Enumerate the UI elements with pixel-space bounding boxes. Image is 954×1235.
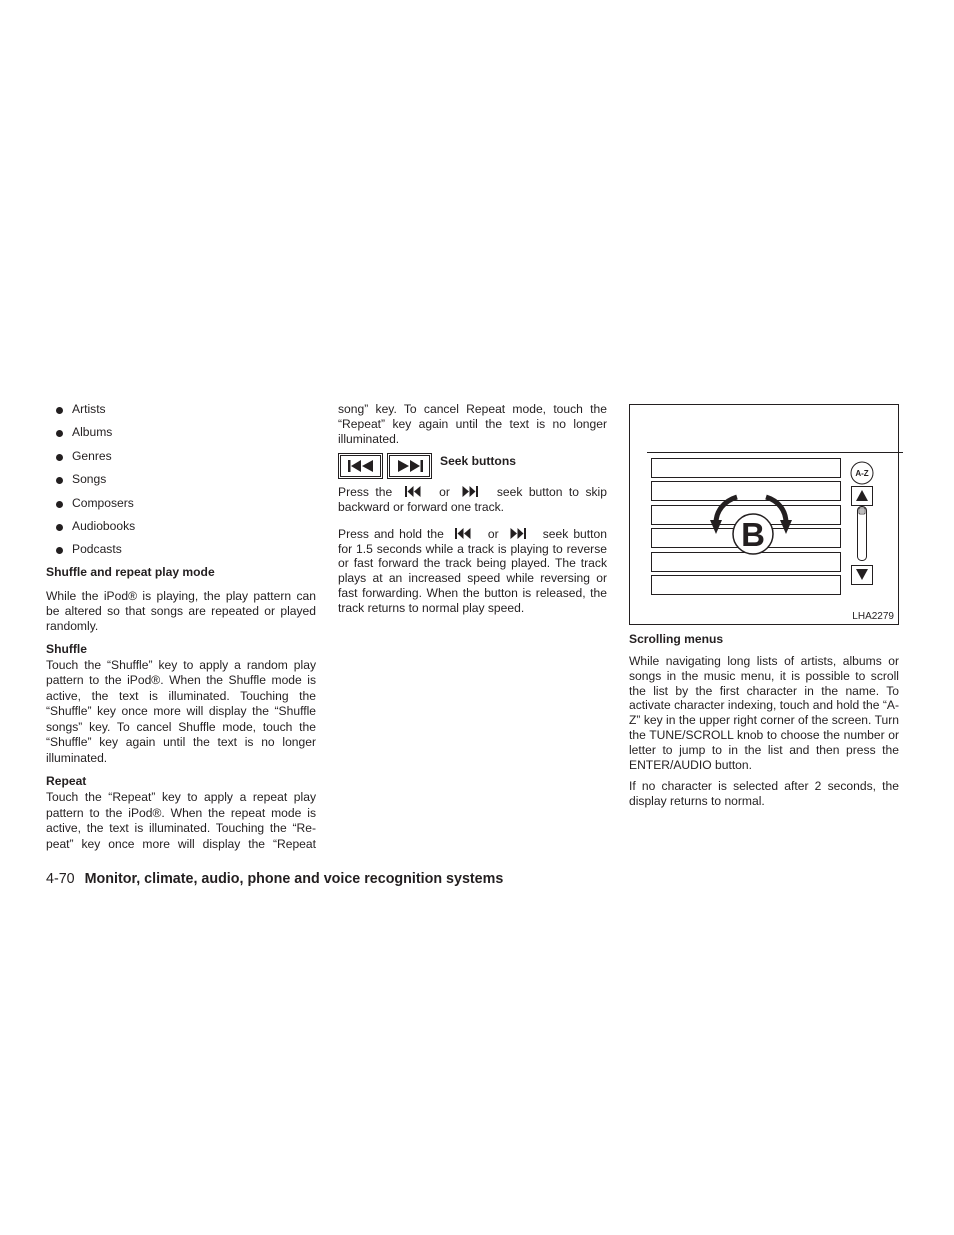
seek-back-icon: [348, 460, 374, 472]
seek-back-button: [338, 453, 383, 479]
scroll-up-key: [852, 487, 873, 506]
repeat-heading: Repeat: [46, 774, 87, 789]
rotate-left-arrow-icon: [710, 497, 737, 534]
press-the-text: Press the: [338, 485, 393, 499]
scroll-track: [858, 507, 867, 561]
scrolling-menus-text: While navigating long lists of artists, albums or songs in the music menu, it is possible to scroll the list by the first character in the name. To activate character indexing, touch and hold the “A-Z” key in the upper right corner of the screen. Turn the TUNE/SCROLL knob to choose the number or letter to jump to in the list and then press the ENTER/AUDIO button.: [629, 654, 899, 772]
seek-forward-icon: [397, 460, 423, 472]
press-hold-paragraph: [338, 527, 607, 615]
press-hold-rest-text: seek button for 1.5 seconds while a track is playing to reverse or fast forward the track being played. The track plays at an increased speed while reversing or fast forwarding. When the button is released, the track returns to normal play speed.: [338, 527, 607, 615]
shuffle-repeat-heading: Shuffle and repeat play mode: [46, 564, 215, 579]
a-z-key: [851, 462, 873, 484]
figure-overlay: [630, 405, 900, 626]
shuffle-repeat-intro: While the iPod® is playing, the play pattern can be altered so that songs are repeated or played randomly.: [46, 588, 316, 633]
figure-id: LHA2279: [852, 611, 894, 622]
seek-buttons-figure: [338, 453, 607, 479]
shuffle-heading: Shuffle: [46, 641, 87, 656]
seek-forward-icon: [510, 528, 526, 539]
seek-forward-icon: [462, 486, 478, 497]
scrolling-menu-figure: [629, 404, 899, 625]
list-item: Genres: [52, 449, 316, 472]
list-item: Songs: [52, 472, 316, 495]
knob-letter: B: [741, 516, 765, 553]
scroll-thumb-icon: [859, 508, 865, 514]
list-item: Artists: [52, 402, 316, 425]
list-item: Composers: [52, 496, 316, 519]
press-seek-paragraph: [338, 485, 607, 515]
seek-back-icon: [405, 486, 421, 497]
seek-back-icon: [455, 528, 471, 539]
list-item: Podcasts: [52, 542, 316, 565]
page-footer: [46, 871, 503, 888]
page-number: 4-70: [46, 871, 75, 887]
press-hold-the-text: Press and hold the: [338, 527, 444, 541]
or-text: or: [439, 485, 450, 499]
scroll-down-key: [852, 566, 873, 585]
list-item: Audiobooks: [52, 519, 316, 542]
middle-column: [338, 402, 607, 622]
or-text: or: [487, 527, 499, 541]
section-title: Monitor, climate, audio, phone and voice recognition systems: [84, 871, 504, 887]
no-character-text: If no character is selected after 2 seconds, the display returns to normal.: [629, 779, 899, 809]
repeat-continued-text: song” key. To cancel Repeat mode, touch the “Repeat” key again until the text is no longer illuminated.: [338, 402, 607, 446]
list-item: Albums: [52, 425, 316, 448]
right-column: [629, 402, 899, 816]
a-z-label: A-Z: [855, 469, 869, 478]
press-rest-text: seek button to skip backward or forward one track.: [338, 485, 607, 514]
tune-scroll-knob: [733, 514, 773, 554]
shuffle-text: Touch the “Shuffle” key to apply a random play pattern to the iPod®. When the Shuffle mode is active, the text is illuminated. Touching the “Shuffle” key once more will display the “Shuffle songs” key. To cancel Shuffle mode, touch the “Shuffle” key again until the text is no longer illuminated.: [46, 657, 316, 765]
seek-buttons-heading: Seek buttons: [440, 453, 516, 468]
browse-category-list: [52, 402, 316, 566]
scrolling-menus-heading: Scrolling menus: [629, 632, 724, 646]
left-column: [46, 402, 316, 859]
repeat-text: Touch the “Repeat” key to apply a repeat play pattern to the iPod®. When the repeat mode is active, the text is illuminated. Touching the “Re-peat” key once more will display the “Repeat: [46, 790, 316, 851]
seek-forward-button: [387, 453, 432, 479]
